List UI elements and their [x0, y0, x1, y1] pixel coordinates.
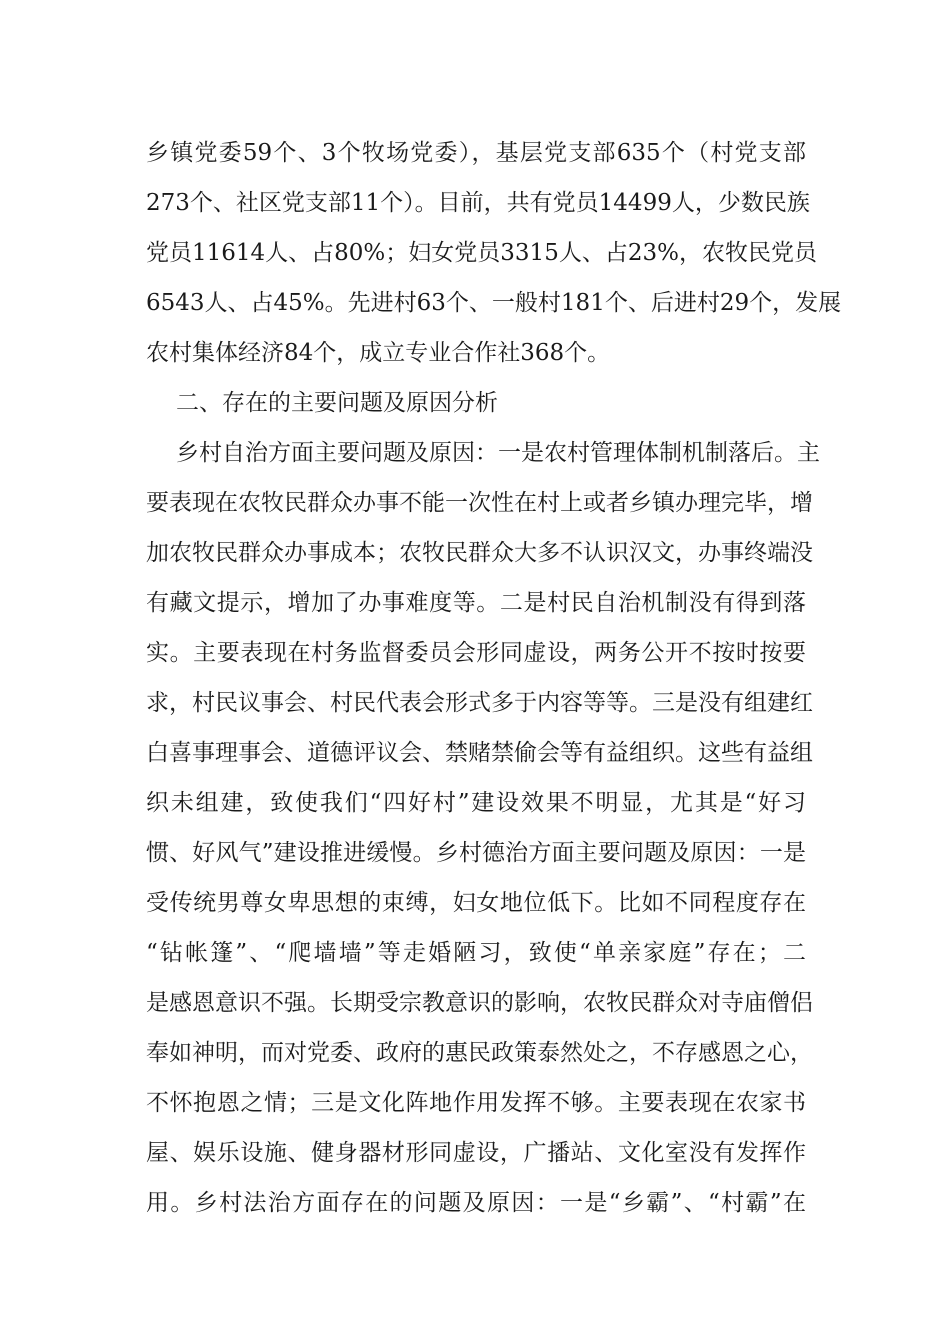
text-line: 白喜事理事会、道德评议会、禁赌禁偷会等有益组织。这些有益组	[146, 740, 813, 766]
text-line: 要表现在农牧民群众办事不能一次性在村上或者乡镇办理完毕，增	[146, 490, 813, 516]
text-line: 不怀抱恩之情；三是文化阵地作用发挥不够。主要表现在农家书	[146, 1090, 806, 1116]
text-line: 加农牧民群众办事成本；农牧民群众大多不认识汉文，办事终端没	[146, 540, 813, 566]
text-line: 织未组建，致使我们“四好村”建设效果不明显，尤其是“好习	[146, 790, 806, 816]
text-line: 是感恩意识不强。长期受宗教意识的影响，农牧民群众对寺庙僧侣	[146, 990, 813, 1016]
text-line: 6543人、占45%。先进村63个、一般村181个、后进村29个，发展	[146, 290, 842, 316]
text-line: 实。主要表现在村务监督委员会形同虚设，两务公开不按时按要	[146, 640, 806, 666]
text-line: 有藏文提示，增加了办事难度等。二是村民自治机制没有得到落	[146, 590, 806, 616]
text-line: 奉如神明，而对党委、政府的惠民政策泰然处之，不存感恩之心，	[146, 1040, 813, 1066]
text-line: 屋、娱乐设施、健身器材形同虚设，广播站、文化室没有发挥作	[146, 1140, 806, 1166]
text-line: 用。乡村法治方面存在的问题及原因：一是“乡霸”、“村霸”在	[146, 1190, 806, 1216]
text-line: 惯、好风气”建设推进缓慢。乡村德治方面主要问题及原因：一是	[146, 840, 806, 866]
text-line: 273个、社区党支部11个）。目前，共有党员14499人，少数民族	[146, 190, 810, 216]
text-line: 乡镇党委59个、3个牧场党委），基层党支部635个（村党支部	[146, 140, 806, 166]
paragraph-first-line: 乡村自治方面主要问题及原因：一是农村管理体制机制落后。主	[176, 440, 820, 466]
text-line: 受传统男尊女卑思想的束缚，妇女地位低下。比如不同程度存在	[146, 890, 806, 916]
text-line: “钻帐篷”、“爬墙墙”等走婚陋习，致使“单亲家庭”存在；二	[146, 940, 806, 966]
section-heading: 二、存在的主要问题及原因分析	[176, 390, 498, 416]
text-line: 求，村民议事会、村民代表会形式多于内容等等。三是没有组建红	[146, 690, 813, 716]
text-line: 农村集体经济84个，成立专业合作社368个。	[146, 340, 611, 366]
text-line: 党员11614人、占80%；妇女党员3315人、占23%，农牧民党员	[146, 240, 817, 266]
